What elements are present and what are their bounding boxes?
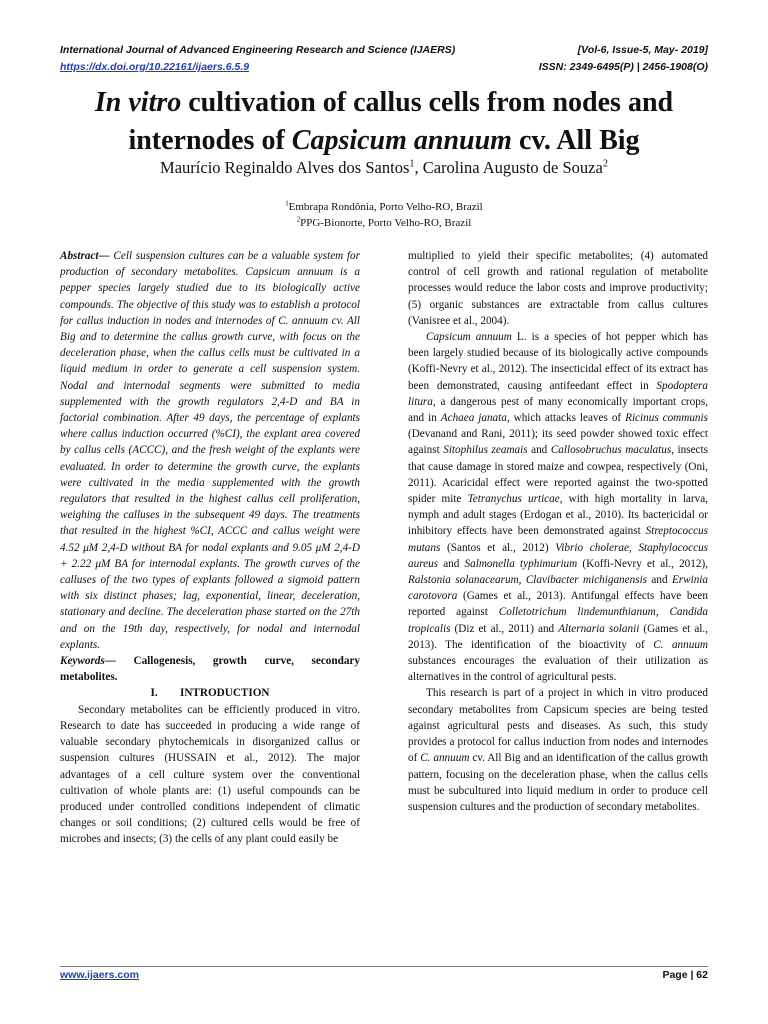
- left-column: [60, 248, 360, 848]
- title-italic-1: In vitro: [94, 87, 182, 118]
- species-name: C. annuum: [653, 638, 709, 651]
- affiliation-1: [40, 201, 728, 213]
- species-name: Streptococcus mutans: [408, 525, 708, 554]
- keywords-label: Keywords—: [60, 655, 116, 668]
- text-run: and: [438, 557, 465, 570]
- doi-row: [60, 61, 708, 73]
- species-name: Vibrio cholerae: [555, 541, 629, 554]
- species-name: Ralstonia solanacearum: [408, 574, 519, 587]
- page-footer: [60, 966, 708, 981]
- species-name: Sitophilus zeamais: [443, 444, 528, 457]
- doi-link[interactable]: https://dx.doi.org/10.22161/ijaers.6.5.9: [60, 61, 250, 73]
- species-name: Staphylococcus aureus: [408, 541, 709, 570]
- species-name: Callosobruchus maculatus: [550, 444, 672, 457]
- author-1: Maurício Reginaldo Alves dos Santos: [160, 158, 410, 177]
- text-run: L. is a species of hot pepper which has been largely studied because of its biologically active compounds (Koffi-Nevry et al., 2012). The insecticidal effect of its extract has been demonstrated, causing antifeedant effect in: [408, 331, 708, 392]
- intro-paragraph-2: [408, 329, 708, 685]
- abstract: [60, 248, 360, 653]
- text-run: This research is part of a project in which in vitro produced secondary metabolites from Capsicum species are being tested against agricultural pests and diseases. As such, this study provides a protocol for callus induction from nodes and internodes of: [408, 687, 708, 765]
- affiliation-2: [40, 217, 728, 229]
- text-run: (Devanand and Rani, 2011); its seed powder showed toxic effect against: [408, 428, 708, 457]
- species-name: Capsicum annuum: [426, 331, 512, 344]
- title-text-1: cultivation of callus cells from nodes and internodes of: [128, 87, 674, 156]
- text-run: (Games et al., 2013). The identification of the bioactivity of: [408, 622, 708, 651]
- text-run: , which attacks leaves of: [506, 412, 626, 425]
- text-run: (Diz et al., 2011) and: [450, 622, 559, 635]
- author-1-sup: 1: [409, 158, 415, 170]
- intro-paragraph-3: [408, 685, 708, 815]
- affiliation-1-sup: 1: [285, 200, 289, 208]
- affiliation-2-sup: 2: [296, 216, 301, 224]
- author-2: Carolina Augusto de Souza: [422, 158, 603, 177]
- issue-info: [Vol-6, Issue-5, May- 2019]: [577, 44, 708, 56]
- abstract-text: Cell suspension cultures can be a valuable system for production of secondary metabolites. Capsicum annuum is a pepper species largely studied due to its biologically active compounds. The objective of this study was to establish a protocol for callus induction in nodes and internodes of C. annuum cv. All Big and to determine the callus growth curve, with focus on the deceleration phase, when the callus cells must be cultivated in a liquid medium in order to generate a cell suspension system. Nodal and internodal segments were submitted to media supplemented with the growth regulators 2,4-D and BA in factorial combination. After 49 days, the percentage of explants where callus induction occurred (%CI), the explant area covered by callus cells (ACCC), and the fresh weight of the explants were evaluated. In order to determine the growth curve, the explants were cultivated in the media supplemented with the growth regulators that resulted in the highest callus cell proliferation, weighing the calluses in the subsequent 49 days. The treatments that resulted in the highest %CI, ACCC and callus weight were 4.52 μM 2,4-D without BA for nodal explants and 9.05 μM 2,4-D + 2.22 μM BA for internodal explants. The growth curves of the calluses of the two types of explants followed a sigmoid pattern with six distinct phases; lag, exponential, linear, deceleration, stationary and decline. The deceleration phase started on the 27th and on the 19th day, respectively, for nodal and internodal explants.: [60, 250, 360, 651]
- journal-name: International Journal of Advanced Engineering Research and Science (IJAERS): [60, 44, 456, 56]
- intro-heading: I. INTRODUCTION: [150, 687, 270, 700]
- species-name: Tetranychus urticae: [467, 493, 560, 506]
- text-run: , with high mortality in larva, nymph and adult stages (Erdogan et al., 2010). Its bactericidal or inhibitory effects have been demonstrated against: [408, 493, 708, 538]
- website-link[interactable]: www.ijaers.com: [60, 969, 139, 981]
- text-run: cv. All Big and an identification of the callus growth pattern, focusing on the deceleration phase, when the callus cells must be subcultured into liquid medium in order to produce cell suspension cultures and the production of secondary metabolites.: [408, 752, 708, 813]
- text-run: (Santos et al., 2012): [440, 541, 556, 554]
- text-run: ,: [655, 606, 670, 619]
- species-name: Achaea janata: [440, 412, 507, 425]
- species-name: Clavibacter michiganensis: [525, 574, 648, 587]
- title-text-2: cv. All Big: [511, 125, 640, 156]
- text-run: (Koffi-Nevry et al., 2012),: [577, 557, 708, 570]
- intro-paragraph-1-cont: multiplied to yield their specific metabolites; (4) automated control of cell growth and rational regulation of metabolite processes would reduce the labor costs and improve productivity; (5) organic substances are extractable from callus cultures (Vanisree et al., 2004).: [408, 250, 708, 327]
- text-run: ,: [518, 574, 526, 587]
- running-header: [60, 44, 708, 56]
- right-column: [408, 248, 708, 815]
- text-run: substances encourages the evaluation of their utilization as alternatives in the control of agricultural pests.: [408, 655, 708, 684]
- species-name: Candida tropicalis: [408, 606, 708, 635]
- text-run: ,: [628, 541, 639, 554]
- text-run: and: [527, 444, 551, 457]
- author-sep: ,: [414, 158, 423, 177]
- abstract-label: Abstract—: [60, 250, 110, 262]
- author-2-sup: 2: [602, 158, 608, 170]
- affiliation-1-text: Embrapa Rondônia, Porto Velho-RO, Brazil: [288, 201, 483, 213]
- text-run: and: [647, 574, 672, 587]
- issn-info: ISSN: 2349-6495(P) | 2456-1908(O): [538, 61, 708, 73]
- text-run: , insects that cause damage in stored maize and cowpea, respectively (Oni, 2011). Acaricidal effect were reported against the two-spotted spider mite: [408, 444, 708, 506]
- species-name: Alternaria solanii: [558, 622, 640, 635]
- species-name: C. annuum: [420, 752, 470, 765]
- species-name: Salmonella typhimurium: [464, 557, 578, 570]
- page-number: Page | 62: [662, 969, 708, 981]
- species-name: Spodoptera litura: [408, 379, 708, 408]
- title-italic-2: Capsicum annuum: [291, 125, 512, 156]
- affiliation-2-text: PPG-Bionorte, Porto Velho-RO, Brazil: [300, 217, 472, 229]
- species-name: Colletotrichum lindemunthianum: [498, 606, 656, 619]
- text-run: , a dangerous pest of many economically important crops, and in: [408, 395, 708, 425]
- species-name: Erwinia carotovora: [408, 574, 708, 603]
- text-run: (Games et al., 2013). Antifungal effects have been reported against: [408, 590, 708, 619]
- species-name: Ricinus communis: [625, 412, 708, 425]
- keywords-text: Callogenesis, growth curve, secondary metabolites.: [60, 655, 360, 684]
- paper-title: [40, 84, 728, 160]
- keywords: [60, 653, 360, 685]
- author-list: [40, 158, 728, 178]
- intro-paragraph-1: Secondary metabolites can be efficiently produced in vitro. Research to date has succeeded in producing a wide range of valuable secondary phytochemicals in disorganized callus or suspension cultures (HUSSAIN et al., 2012). The major advantages of a cell culture system over the conventional cultivation of whole plants are: (1) useful compounds can be produced under controlled conditions independent of climatic changes or soil conditions; (2) cultured cells would be free of microbes and insects; (3) the cells of any plant could easily be: [60, 703, 360, 846]
